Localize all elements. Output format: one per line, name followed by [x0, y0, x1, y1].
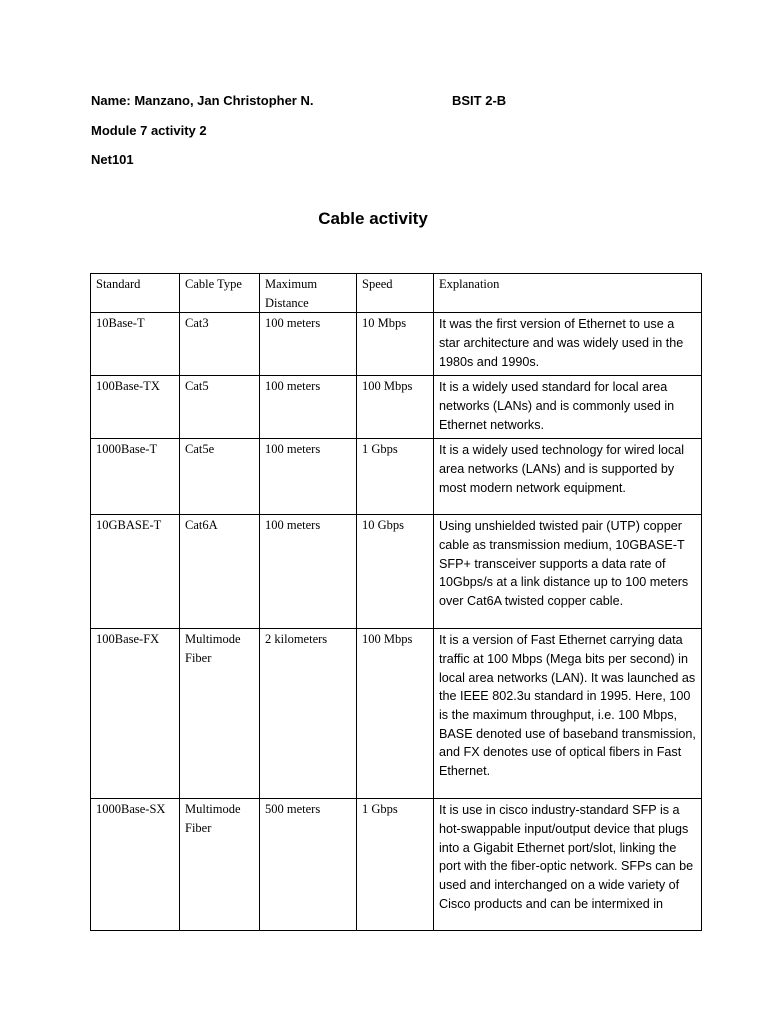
- cell-speed: 1 Gbps: [357, 439, 434, 515]
- page-title: Cable activity: [318, 209, 428, 228]
- cell-cable-type: Cat5e: [180, 439, 260, 515]
- table-row: [91, 376, 702, 439]
- table-header-row: [91, 274, 702, 313]
- cell-max-distance: 500 meters: [260, 799, 357, 931]
- column-header-standard: Standard: [91, 274, 180, 313]
- table-row: [91, 629, 702, 799]
- cell-explanation: It is a widely used standard for local area networks (LANs) and is commonly used in Ethernet networks.: [434, 376, 702, 439]
- column-header-speed: Speed: [357, 274, 434, 313]
- cell-max-distance: 2 kilometers: [260, 629, 357, 799]
- cable-table: [90, 273, 702, 931]
- cell-speed: 100 Mbps: [357, 376, 434, 439]
- column-header-cable-type: Cable Type: [180, 274, 260, 313]
- column-header-max-distance: Maximum Distance: [260, 274, 357, 313]
- cell-cable-type: Cat5: [180, 376, 260, 439]
- cell-standard: 100Base-FX: [91, 629, 180, 799]
- module-label: Module 7 activity 2: [91, 123, 207, 138]
- cell-cable-type: Cat6A: [180, 515, 260, 629]
- class-section: BSIT 2-B: [452, 93, 507, 108]
- table-row: [91, 439, 702, 515]
- cell-max-distance: 100 meters: [260, 439, 357, 515]
- cell-standard: 100Base-TX: [91, 376, 180, 439]
- cell-max-distance: 100 meters: [260, 515, 357, 629]
- cell-speed: 100 Mbps: [357, 629, 434, 799]
- cell-speed: 1 Gbps: [357, 799, 434, 931]
- cell-explanation: It was the first version of Ethernet to use a star architecture and was widely used in the 1980s and 1990s.: [434, 313, 702, 376]
- cell-explanation: It is a version of Fast Ethernet carrying data traffic at 100 Mbps (Mega bits per second) in local area networks (LAN). It was launched as the IEEE 802.3u standard in 1995. Here, 100 is the maximum throughput, i.e. 100 Mbps, BASE denoted use of baseband transmission, and FX denotes use of optical fibers in Fast Ethernet.: [434, 629, 702, 799]
- column-header-explanation: Explanation: [434, 274, 702, 313]
- cell-speed: 10 Mbps: [357, 313, 434, 376]
- cell-max-distance: 100 meters: [260, 313, 357, 376]
- cell-standard: 10Base-T: [91, 313, 180, 376]
- cell-max-distance: 100 meters: [260, 376, 357, 439]
- cell-standard: 1000Base-T: [91, 439, 180, 515]
- cell-explanation: It is use in cisco industry-standard SFP is a hot-swappable input/output device that plugs into a Gigabit Ethernet port/slot, linking the port with the fiber-optic network. SFPs can be used and interchanged on a wide variety of Cisco products and can be intermixed in: [434, 799, 702, 931]
- cell-cable-type: Multimode Fiber: [180, 799, 260, 931]
- cell-explanation: It is a widely used technology for wired local area networks (LANs) and is supported by most modern network equipment.: [434, 439, 702, 515]
- table-row: [91, 799, 702, 931]
- table-row: [91, 313, 702, 376]
- table-row: [91, 515, 702, 629]
- course-code: Net101: [91, 152, 134, 167]
- cell-standard: 1000Base-SX: [91, 799, 180, 931]
- cell-standard: 10GBASE-T: [91, 515, 180, 629]
- cell-cable-type: Cat3: [180, 313, 260, 376]
- cell-explanation: Using unshielded twisted pair (UTP) copper cable as transmission medium, 10GBASE-T SFP+ transceiver supports a data rate of 10Gbps/s at a link distance up to 100 meters over Cat6A twisted copper cable.: [434, 515, 702, 629]
- student-name: Name: Manzano, Jan Christopher N.: [91, 93, 314, 108]
- cell-cable-type: Multimode Fiber: [180, 629, 260, 799]
- cell-speed: 10 Gbps: [357, 515, 434, 629]
